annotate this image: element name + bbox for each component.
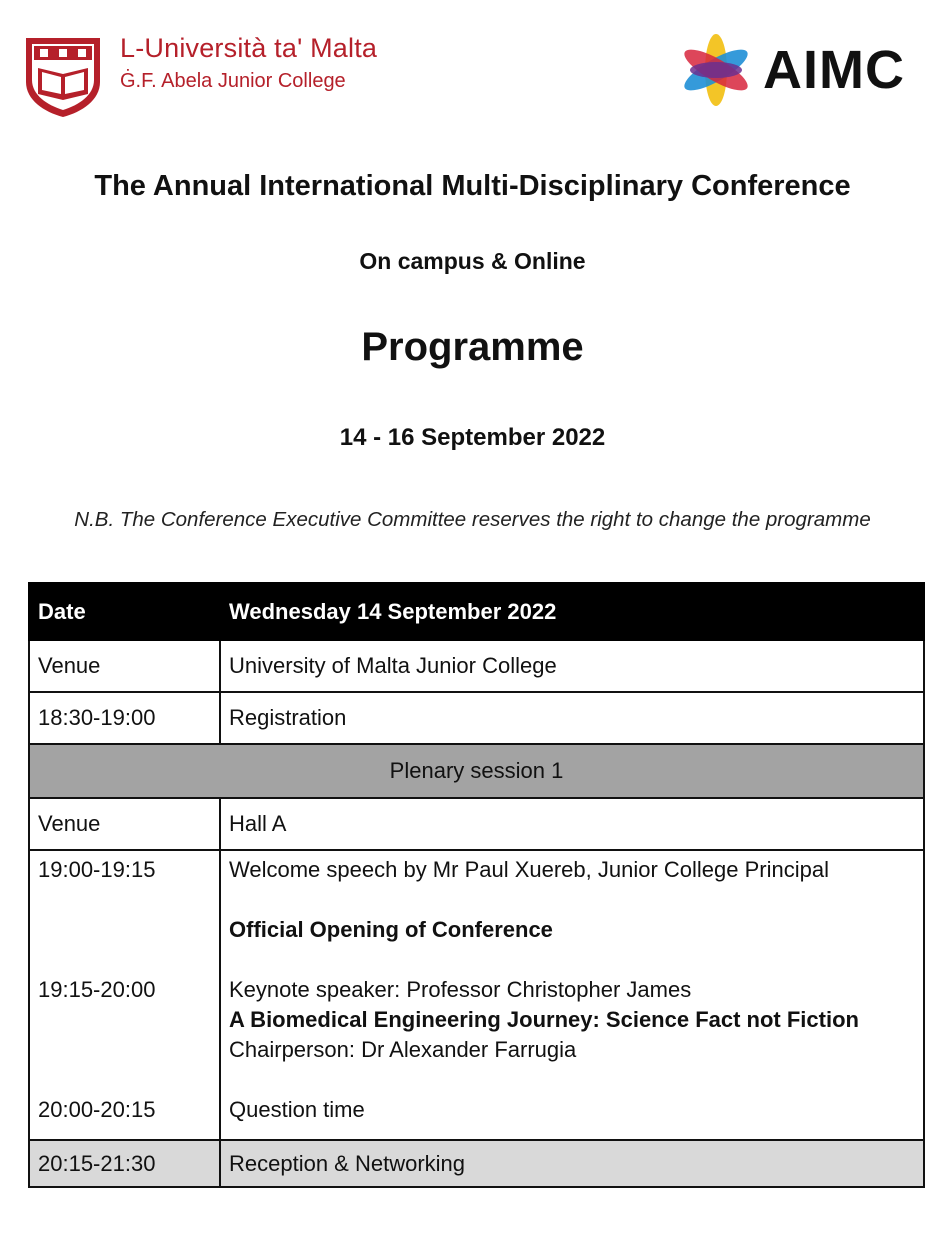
time-slot: 19:15-20:00 [38,977,156,1002]
aimc-logo-text: AIMC [763,40,905,100]
reception-time: 20:15-21:30 [29,1140,220,1187]
conference-dates: 14 - 16 September 2022 [339,424,606,451]
registration-time: 18:30-19:00 [29,692,220,744]
conference-title: The Annual International Multi-Disciplinary Conference [94,170,851,202]
spacer [229,945,915,975]
time-slot: 19:00-19:15 [38,857,156,882]
session-row [29,744,924,798]
spacer [38,885,211,915]
table-row [29,798,924,850]
spacer [38,1005,211,1035]
header-date-value: Wednesday 14 September 2022 [220,583,924,640]
programme-notice: N.B. The Conference Executive Committee reserves the right to change the programme [74,508,871,531]
venue-label: Venue [29,640,220,692]
header-date-label: Date [29,583,220,640]
plenary-times [29,850,220,1140]
session-title: Plenary session 1 [29,744,924,798]
venue-label: Venue [29,798,220,850]
chairperson: Chairperson: Dr Alexander Farrugia [229,1037,577,1062]
keynote-title: A Biomedical Engineering Journey: Science Fact not Fiction [229,1007,859,1032]
time-slot: 20:00-20:15 [38,1097,156,1122]
registration-label: Registration [220,692,924,744]
welcome-speech: Welcome speech by Mr Paul Xuereb, Junior College Principal [229,857,829,882]
table-header-row [29,583,924,640]
spacer [38,1065,211,1095]
spacer [38,1035,211,1065]
university-name: L-Università ta' Malta [120,33,378,63]
keynote-speaker: Keynote speaker: Professor Christopher James [229,977,692,1002]
aimc-logo-mark [678,32,754,108]
programme-heading: Programme [361,325,584,369]
university-crest-logo [22,30,104,118]
table-row [29,1140,924,1187]
table-row [29,640,924,692]
spacer [229,1065,915,1095]
venue-value: Hall A [220,798,924,850]
spacer [38,945,211,975]
conference-mode: On campus & Online [359,248,586,274]
college-name: Ġ.F. Abela Junior College [120,70,346,92]
question-time: Question time [229,1097,365,1122]
spacer [38,915,211,945]
plenary-details [220,850,924,1140]
university-brand [120,32,377,96]
official-opening: Official Opening of Conference [229,917,553,942]
programme-table [28,582,925,1188]
reception-label: Reception & Networking [220,1140,924,1187]
venue-value: University of Malta Junior College [220,640,924,692]
table-row [29,692,924,744]
spacer [229,885,915,915]
plenary-details-row [29,850,924,1140]
